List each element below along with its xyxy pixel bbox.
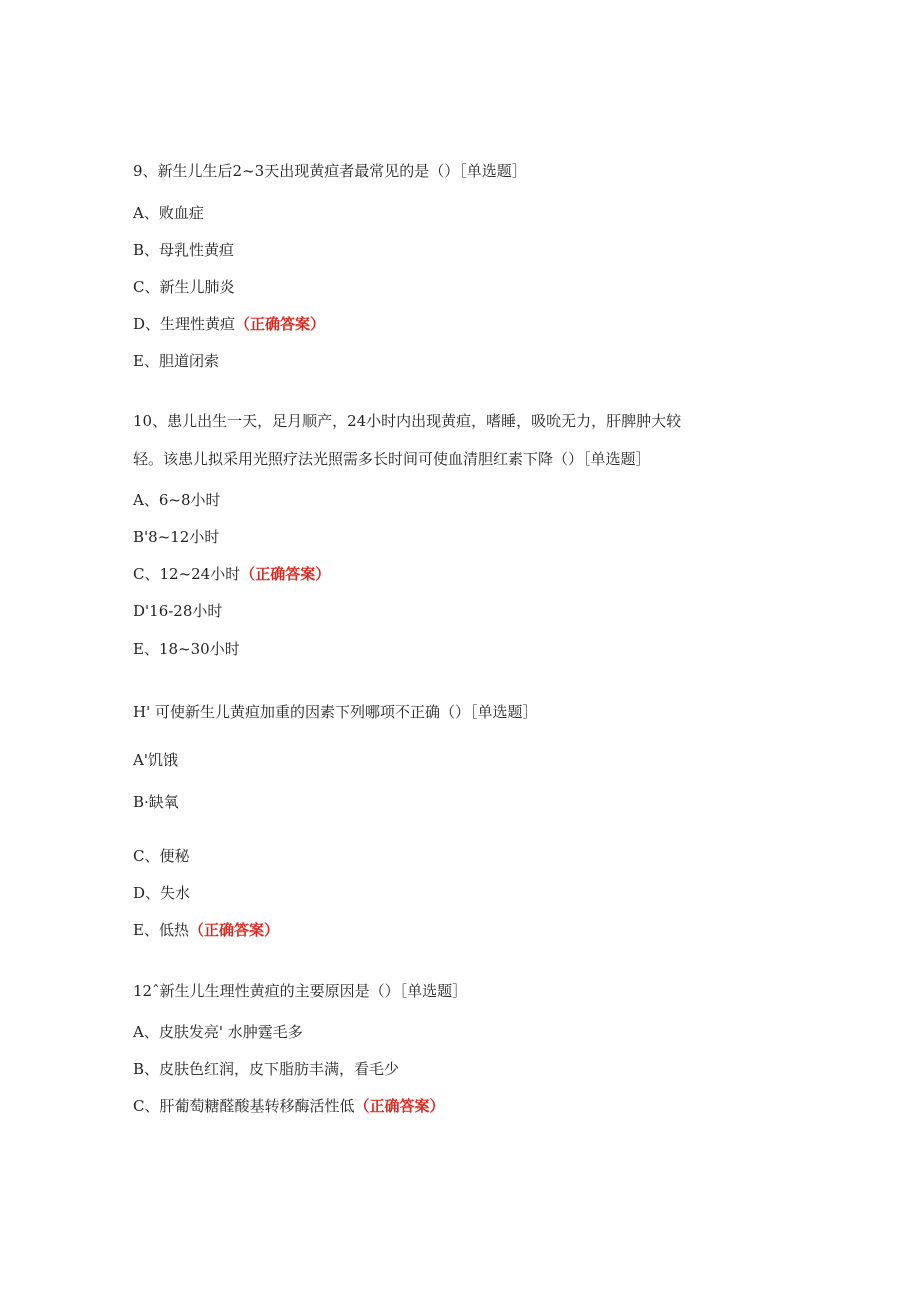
correct-answer-mark: （正确答案） (240, 565, 331, 583)
correct-answer-mark: （正确答案） (188, 921, 279, 939)
question-12-option-a: A、皮肤发亮' 水肿霆毛多 (133, 1023, 303, 1041)
question-11-option-c: C、便秘 (133, 847, 190, 865)
question-9-stem: 9、新生儿生后2~3天出现黄疸者最常见的是（）［单选题］ (133, 162, 527, 180)
question-9-option-a: A、败血症 (133, 204, 204, 222)
option-text: C、肝葡萄糖醛酸基转移酶活性低 (133, 1097, 355, 1115)
option-text: C、12~24小时 (133, 565, 241, 583)
question-11-option-d: D、失水 (133, 884, 191, 902)
question-11-option-e (133, 919, 279, 941)
question-12-stem: 12ˆ新生儿生理性黄疸的主要原因是（）［单选题］ (133, 982, 468, 1000)
question-9-option-d (133, 313, 325, 335)
question-10-option-e: E、18~30小时 (133, 640, 240, 658)
question-10-option-c (133, 563, 330, 585)
correct-answer-mark: （正确答案） (354, 1097, 445, 1115)
correct-answer-mark: （正确答案） (235, 315, 326, 333)
question-10-option-a: A、6~8小时 (133, 491, 221, 509)
question-9-option-b: B、母乳性黄疸 (133, 241, 235, 259)
question-10-stem-line-2: 轻。该患儿拟采用光照疗法光照需多长时间可使血清胆红素下降（）［单选题］ (133, 450, 651, 468)
question-9-option-c: C、新生儿肺炎 (133, 278, 235, 296)
question-11-option-a: A'饥饿 (133, 751, 178, 769)
question-12-option-b: B、皮肤色红润，皮下脂肪丰满，看毛少 (133, 1060, 400, 1078)
question-10-option-d: D'16-28小时 (133, 602, 223, 620)
question-11-stem: H' 可使新生儿黄疸加重的因素下列哪项不正确（）［单选题］ (133, 703, 538, 721)
question-10-option-b: B'8~12小时 (133, 528, 220, 546)
question-9-option-e: E、胆道闭索 (133, 352, 219, 370)
question-10-stem-line-1: 10、患儿出生一天，足月顺产，24小时内出现黄疸，嗜睡，吸吮无力，肝脾肿大较 (133, 412, 682, 430)
option-text: D、生理性黄疸 (133, 315, 236, 333)
question-11-option-b: B·缺氧 (133, 793, 179, 811)
question-12-option-c (133, 1095, 445, 1117)
option-text: E、低热 (133, 921, 189, 939)
